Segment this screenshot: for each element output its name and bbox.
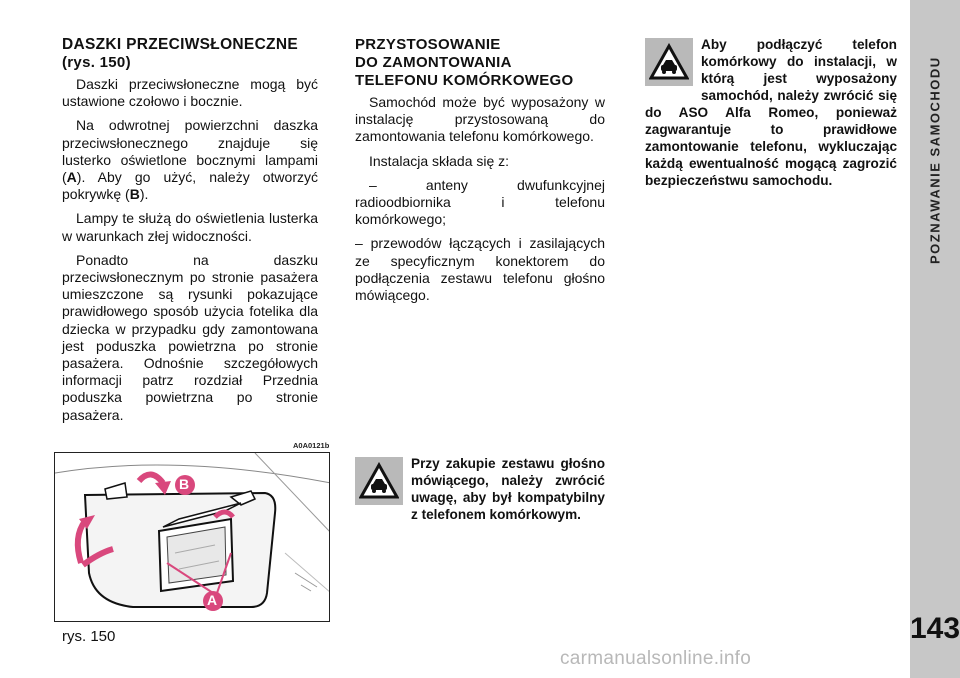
sun-visor-illustration [54,452,330,622]
column-sun-visors [62,36,318,431]
heading-phone-installation: PRZYSTOSOWANIE DO ZAMONTOWANIA TELEFONU KOMÓRKOWEGO [355,36,574,89]
figure-label-a: A [207,592,218,608]
warning-box-handsfree [355,455,605,523]
paragraph: Ponadto na daszku przeciwsłonecznym po stronie pasażera umieszczone są rysunki pokazujące prawidłowego sposób użycia fotelika dla dziecka w przypadku gdy zamontowana jest poduszka powietrzna po stronie pasażera. Odnośnie szczegółowych informacji patrz rozdział Przednia poduszka powietrzna po stronie pasażera. [62,251,318,423]
list-item: – przewodów łączących i zasilających ze specyficznym konektorem do podłączenia zestawu telefonu głośno mówiącego. [355,235,605,304]
warning-text: Przy zakupie zestawu głośno mówiącego, należy zwrócić uwagę, aby był kompatybilny z telefonem komórkowym. [411,456,605,522]
warning-text: Aby podłączyć telefon komórkowy do instalacji, w którą jest wyposażony samochód, należy zwrócić się do ASO Alfa Romeo, ponieważ zagwarantuje to prawidłowe zamontowanie telefonu, wykluczając każdą ewentualność mogącą zagrozić bezpieczeństwu samochodu. [645,37,897,188]
figure-caption: rys. 150 [62,628,116,645]
car-warning-triangle-icon [355,457,403,505]
warning-box-phone [645,36,897,189]
list-item: – anteny dwufunkcyjnej radioodbiornika i telefonu komórkowego; [355,176,605,228]
car-warning-triangle-icon [645,38,693,86]
figure-label-b: B [179,476,190,492]
watermark: carmanualsonline.info [560,648,752,669]
paragraph: Daszki przeciwsłoneczne mogą być ustawione czołowo i bocznie. [62,76,318,110]
section-title: POZNAWANIE SAMOCHODU [927,56,943,264]
paragraph: Lampy te służą do oświetlenia lusterka w warunkach złej widoczności. [62,210,318,244]
heading-sun-visors: DASZKI PRZECIWSŁONECZNE (rys. 150) [62,36,298,71]
paragraph: Instalacja składa się z: [369,152,510,169]
paragraph: Samochód może być wyposażony w instalację przystosowaną do zamontowania telefonu komórkowego. [355,94,605,145]
figure-code: A0A0121b [293,441,330,450]
column-phone-installation [355,36,605,311]
paragraph: Na odwrotnej powierzchni daszka przeciwsłonecznego znajduje się lusterko oświetlone bocznymi lampami (A). Aby go użyć, należy otworzyć pokrywkę (B). [62,117,318,203]
page-number: 143 [910,612,960,645]
